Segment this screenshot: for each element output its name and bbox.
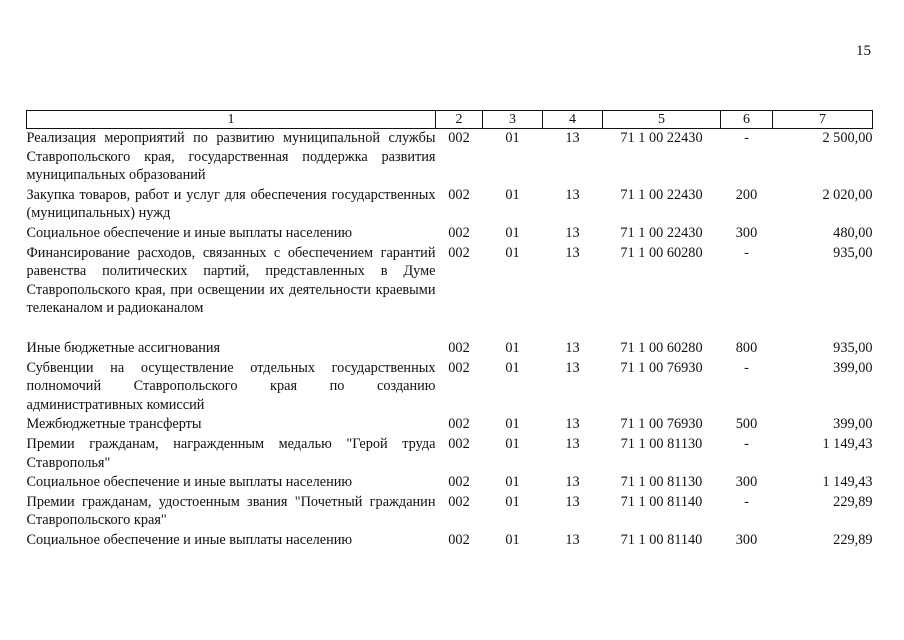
row-amount: 2 020,00 [822,186,873,203]
row-subsection-code: 13 [565,474,580,491]
table-row [27,531,873,551]
row-expense-type: 500 [735,416,758,433]
row-section-code: 01 [505,474,520,491]
row-name: Закупка товаров, работ и услуг для обеспечения государственных (муниципальных) нужд [26,186,436,222]
row-target-article: 71 1 00 22430 [620,130,703,146]
row-subsection-code: 13 [565,339,580,356]
row-expense-type: 300 [735,531,758,548]
row-section-code: 01 [505,359,520,376]
table-header-row [27,111,873,129]
row-target-article: 71 1 00 81140 [620,493,703,510]
row-amount: 229,89 [833,493,873,510]
row-ministry-code: 002 [448,339,470,356]
row-ministry-code: 002 [448,435,470,452]
row-subsection-code: 13 [565,359,580,376]
row-name: Реализация мероприятий по развитию муниципальной службы Ставропольского края, государственная поддержка развития муниципальных образований [26,130,436,184]
column-header-name: 1 [27,111,436,129]
row-ministry-code: 002 [448,130,470,146]
row-section-code: 01 [505,224,520,241]
table-row [27,493,873,531]
row-amount: 935,00 [833,244,873,261]
row-target-article: 71 1 00 22430 [620,186,703,203]
row-ministry-code: 002 [448,186,470,203]
row-section-code: 01 [505,531,520,548]
row-expense-type: 200 [735,186,758,203]
row-expense-type: - [744,435,749,452]
row-expense-type: - [744,359,749,376]
row-amount: 935,00 [833,339,873,356]
row-amount: 229,89 [833,531,873,548]
row-name: Социальное обеспечение и иные выплаты населению [26,531,353,548]
row-subsection-code: 13 [565,531,580,548]
table-row [27,473,873,493]
row-section-code: 01 [505,493,520,510]
row-ministry-code: 002 [448,224,470,241]
row-name: Социальное обеспечение и иные выплаты населению [26,474,353,491]
row-amount: 399,00 [833,359,873,376]
row-section-code: 01 [505,339,520,356]
row-section-code: 01 [505,130,520,146]
row-subsection-code: 13 [565,224,580,241]
table-row [27,319,873,359]
row-name: Субвенции на осуществление отдельных государственных полномочий Ставропольского края по созданию административных комиссий [26,359,436,413]
page-number: 15 [856,43,871,59]
row-target-article: 71 1 00 81130 [620,474,703,491]
table-row [27,186,873,224]
table-row [27,244,873,319]
column-header-ministry: 2 [436,111,483,129]
row-ministry-code: 002 [448,416,470,433]
table-row [27,435,873,473]
row-subsection-code: 13 [565,186,580,203]
column-header-subsection: 4 [543,111,603,129]
row-subsection-code: 13 [565,435,580,452]
row-name: Социальное обеспечение и иные выплаты населению [26,224,353,241]
column-header-target-article: 5 [603,111,721,129]
row-name: Премии гражданам, удостоенным звания "Почетный гражданин Ставропольского края" [26,493,436,529]
row-expense-type: - [744,130,749,146]
row-name: Иные бюджетные ассигнования [26,339,221,356]
row-name: Межбюджетные трансферты [26,416,202,433]
row-ministry-code: 002 [448,359,470,376]
row-target-article: 71 1 00 60280 [620,244,703,261]
row-ministry-code: 002 [448,493,470,510]
row-amount: 1 149,43 [822,435,873,452]
row-section-code: 01 [505,186,520,203]
budget-table [26,110,873,550]
row-name: Премии гражданам, награжденным медалью "Герой труда Ставрополья" [26,435,436,471]
row-amount: 1 149,43 [822,474,873,491]
row-expense-type: 300 [735,224,758,241]
row-subsection-code: 13 [565,493,580,510]
row-expense-type: - [744,244,749,261]
row-target-article: 71 1 00 60280 [620,339,703,356]
row-subsection-code: 13 [565,416,580,433]
row-target-article: 71 1 00 22430 [620,224,703,241]
row-ministry-code: 002 [448,474,470,491]
row-subsection-code: 13 [565,244,580,261]
row-target-article: 71 1 00 81140 [620,531,703,548]
row-expense-type: 300 [735,474,758,491]
row-target-article: 71 1 00 81130 [620,435,703,452]
column-header-section: 3 [483,111,543,129]
row-subsection-code: 13 [565,130,580,146]
row-section-code: 01 [505,435,520,452]
column-header-expense-type: 6 [721,111,773,129]
table-row [27,224,873,244]
row-expense-type: 800 [735,339,758,356]
table-row [27,129,873,186]
column-header-amount: 7 [773,111,873,129]
row-name: Финансирование расходов, связанных с обеспечением гарантий равенства политических партий, представленных в Думе Ставропольского края, при освещении их деятельности краевыми телеканалом и радиоканалом [26,244,436,317]
row-amount: 480,00 [833,224,873,241]
table-row [27,415,873,435]
row-section-code: 01 [505,416,520,433]
row-expense-type: - [744,493,749,510]
row-section-code: 01 [505,244,520,261]
row-ministry-code: 002 [448,244,470,261]
row-amount: 399,00 [833,416,873,433]
row-ministry-code: 002 [448,531,470,548]
row-target-article: 71 1 00 76930 [620,416,703,433]
table-row [27,359,873,416]
row-target-article: 71 1 00 76930 [620,359,703,376]
row-amount: 2 500,00 [822,130,873,146]
